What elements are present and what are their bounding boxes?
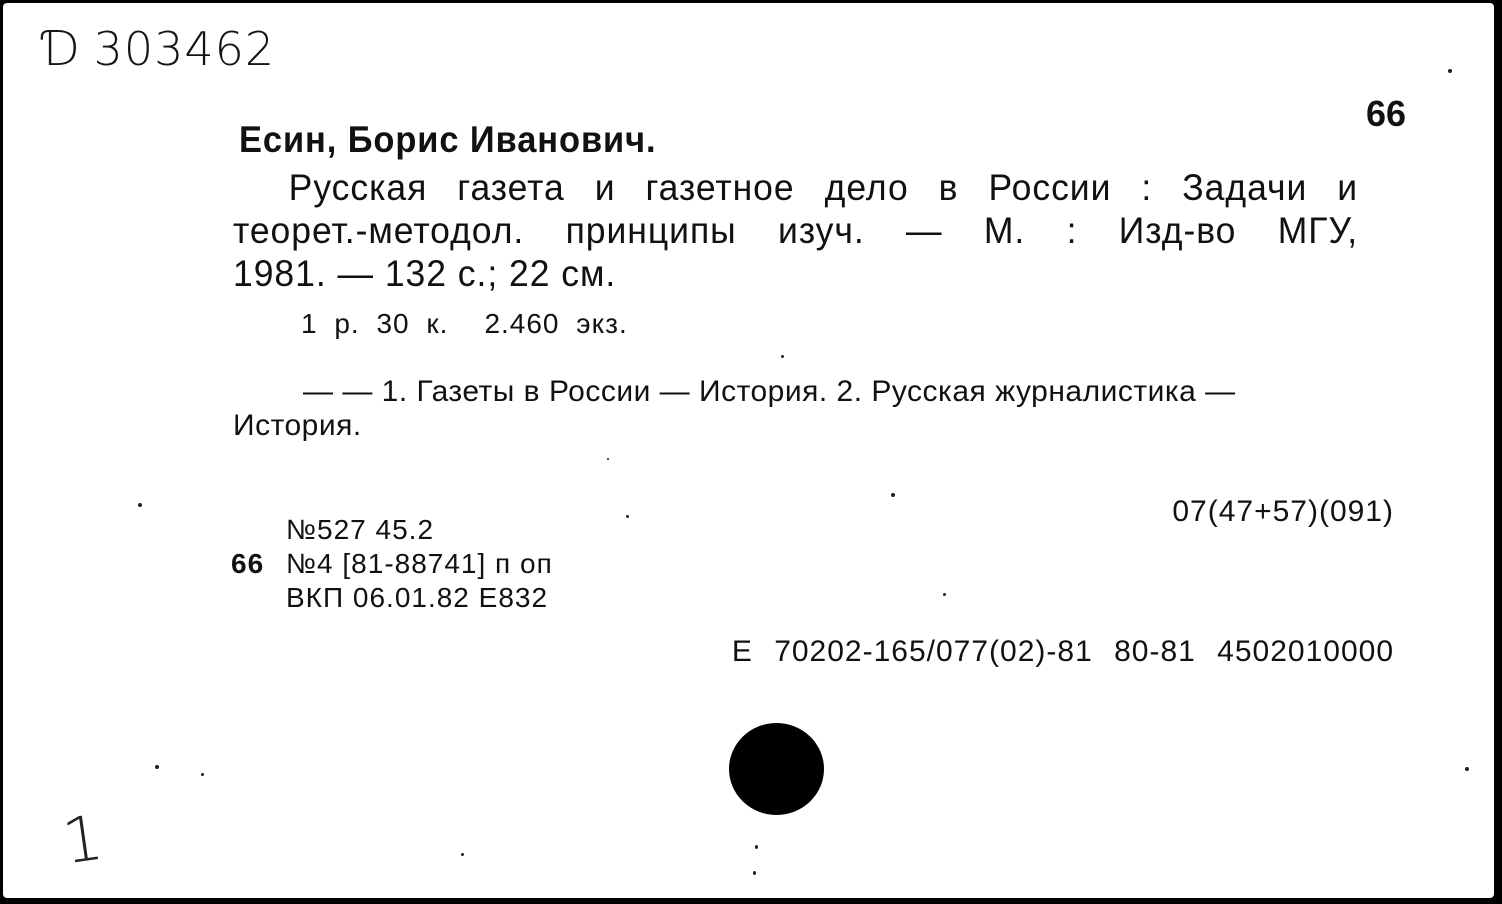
registration-block bbox=[231, 513, 553, 615]
speck bbox=[753, 871, 756, 875]
speck bbox=[781, 355, 784, 358]
print-run: 2.460 экз. bbox=[484, 308, 628, 339]
registration-line-2: №4 [81-88741] п оп bbox=[286, 548, 553, 579]
speck bbox=[461, 853, 464, 856]
speck bbox=[626, 515, 629, 518]
accession-number bbox=[43, 21, 275, 77]
speck bbox=[138, 503, 142, 507]
udc-code: 07(47+57)(091) bbox=[1172, 495, 1394, 528]
registration-line-1: №527 45.2 bbox=[286, 514, 435, 545]
shelf-code: 66 bbox=[1365, 93, 1406, 134]
speck bbox=[891, 493, 895, 497]
speck bbox=[1465, 767, 1469, 771]
subject-headings bbox=[233, 375, 1403, 443]
registration-label: 66 bbox=[231, 548, 265, 579]
handwritten-mark: 1 bbox=[58, 800, 108, 879]
subjects-line-1: — — 1. Газеты в России — История. 2. Русская журналистика — bbox=[303, 375, 1236, 408]
accession-prefix: Ɗ bbox=[43, 21, 84, 77]
speck bbox=[201, 773, 204, 776]
publisher-index: Е 70202-165/077(02)-81 80-81 4502010000 bbox=[731, 635, 1394, 668]
title-line-3: 1981. — 132 с.; 22 см. bbox=[233, 253, 617, 294]
speck bbox=[943, 593, 946, 596]
speck bbox=[755, 845, 758, 849]
accession-number-value: 303462 bbox=[93, 22, 276, 76]
registration-line-3: ВКП 06.01.82 Е832 bbox=[286, 582, 549, 613]
author-heading: Есин, Борис Иванович. bbox=[239, 119, 657, 160]
title-description bbox=[233, 166, 1358, 295]
price-line bbox=[301, 308, 628, 340]
price: 1 р. 30 к. bbox=[301, 308, 449, 339]
catalog-card bbox=[3, 3, 1494, 898]
title-line-2: теорет.-методол. принципы изуч. — М. : Изд-во МГУ, bbox=[233, 210, 1359, 251]
speck bbox=[607, 458, 609, 460]
punch-hole bbox=[729, 723, 824, 815]
speck bbox=[1448, 69, 1452, 73]
title-line-1: Русская газета и газетное дело в России : Задачи и bbox=[288, 167, 1359, 208]
subjects-line-2: История. bbox=[233, 409, 362, 442]
speck bbox=[155, 765, 159, 769]
